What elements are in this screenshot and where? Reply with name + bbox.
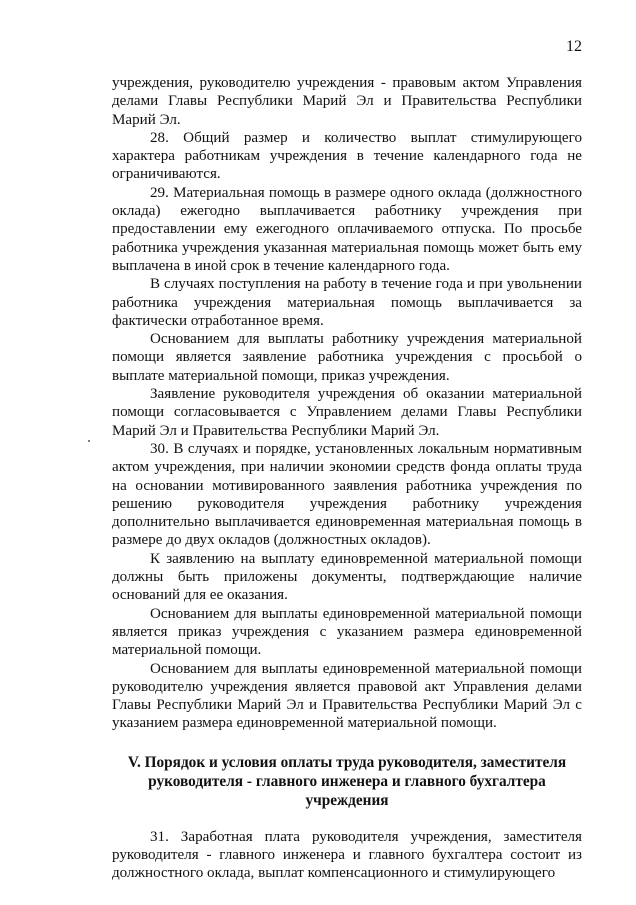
paragraph-30-basis: Основанием для выплаты единовременной материальной помощи является приказ учреждения с указанием размера единовременной материальной помощи. (112, 605, 582, 659)
section-heading-line-2: руководителя - главного инженера и главного бухгалтера (148, 772, 546, 790)
paragraph-30-director: Основанием для выплаты единовременной материальной помощи руководителю учреждения является правовой акт Управления делами Главы Республики Марий Эл и Правительства Республики Марий Эл с указанием размера единовременной материальной помощи. (112, 660, 582, 732)
paragraph-30-documents: К заявлению на выплату единовременной материальной помощи должны быть приложены документы, подтверждающие наличие оснований для ее оказания. (112, 550, 582, 604)
paragraph-28: 28. Общий размер и количество выплат стимулирующего характера работникам учреждения в течение календарного года не ограничиваются. (112, 129, 582, 183)
paragraph-29-director: Заявление руководителя учреждения об оказании материальной помощи согласовывается с Управлением делами Главы Республики Марий Эл и Правительства Республики Марий Эл. (112, 386, 582, 439)
section-heading-line-1: V. Порядок и условия оплаты труда руководителя, заместителя (127, 753, 567, 771)
paragraph-29: 29. Материальная помощь в размере одного оклада (должностного оклада) ежегодно выплачивается работнику учреждения при предоставлении ему ежегодного оплачиваемого отпуска. По просьбе работника учреждения указанная материальная помощь может быть ему выплачена в иной срок в течение календарного года. (112, 184, 582, 274)
paragraph-29-hiring: В случаях поступления на работу в течение года и при увольнении работника учреждения материальная помощь выплачивается за фактически отработанное время. (112, 276, 582, 329)
page-number: 12 (566, 38, 582, 55)
paragraph-continuation: учреждения, руководителю учреждения - правовым актом Управления делами Главы Республики Марий Эл и Правительства Республики Марий Эл. (112, 75, 582, 128)
section-heading-line-3: учреждения (305, 791, 389, 809)
scan-speck (88, 440, 90, 442)
section-heading (112, 753, 582, 810)
paragraph-29-basis: Основанием для выплаты работнику учреждения материальной помощи является заявление работника учреждения с просьбой о выплате материальной помощи, приказ учреждения. (112, 331, 582, 384)
paragraph-30: 30. В случаях и порядке, установленных локальным нормативным актом учреждения, при наличии экономии средств фонда оплаты труда на основании мотивированного заявления работника учреждения по решению руководителя учреждения работнику учреждения дополнительно выплачивается единовременная материальная помощь в размере до двух окладов (должностных окладов). (112, 440, 582, 549)
document-body (112, 74, 582, 883)
paragraph-31: 31. Заработная плата руководителя учреждения, заместителя руководителя - главного инженера и главного бухгалтера состоит из должностного оклада, выплат компенсационного и стимулирующего (112, 828, 582, 882)
